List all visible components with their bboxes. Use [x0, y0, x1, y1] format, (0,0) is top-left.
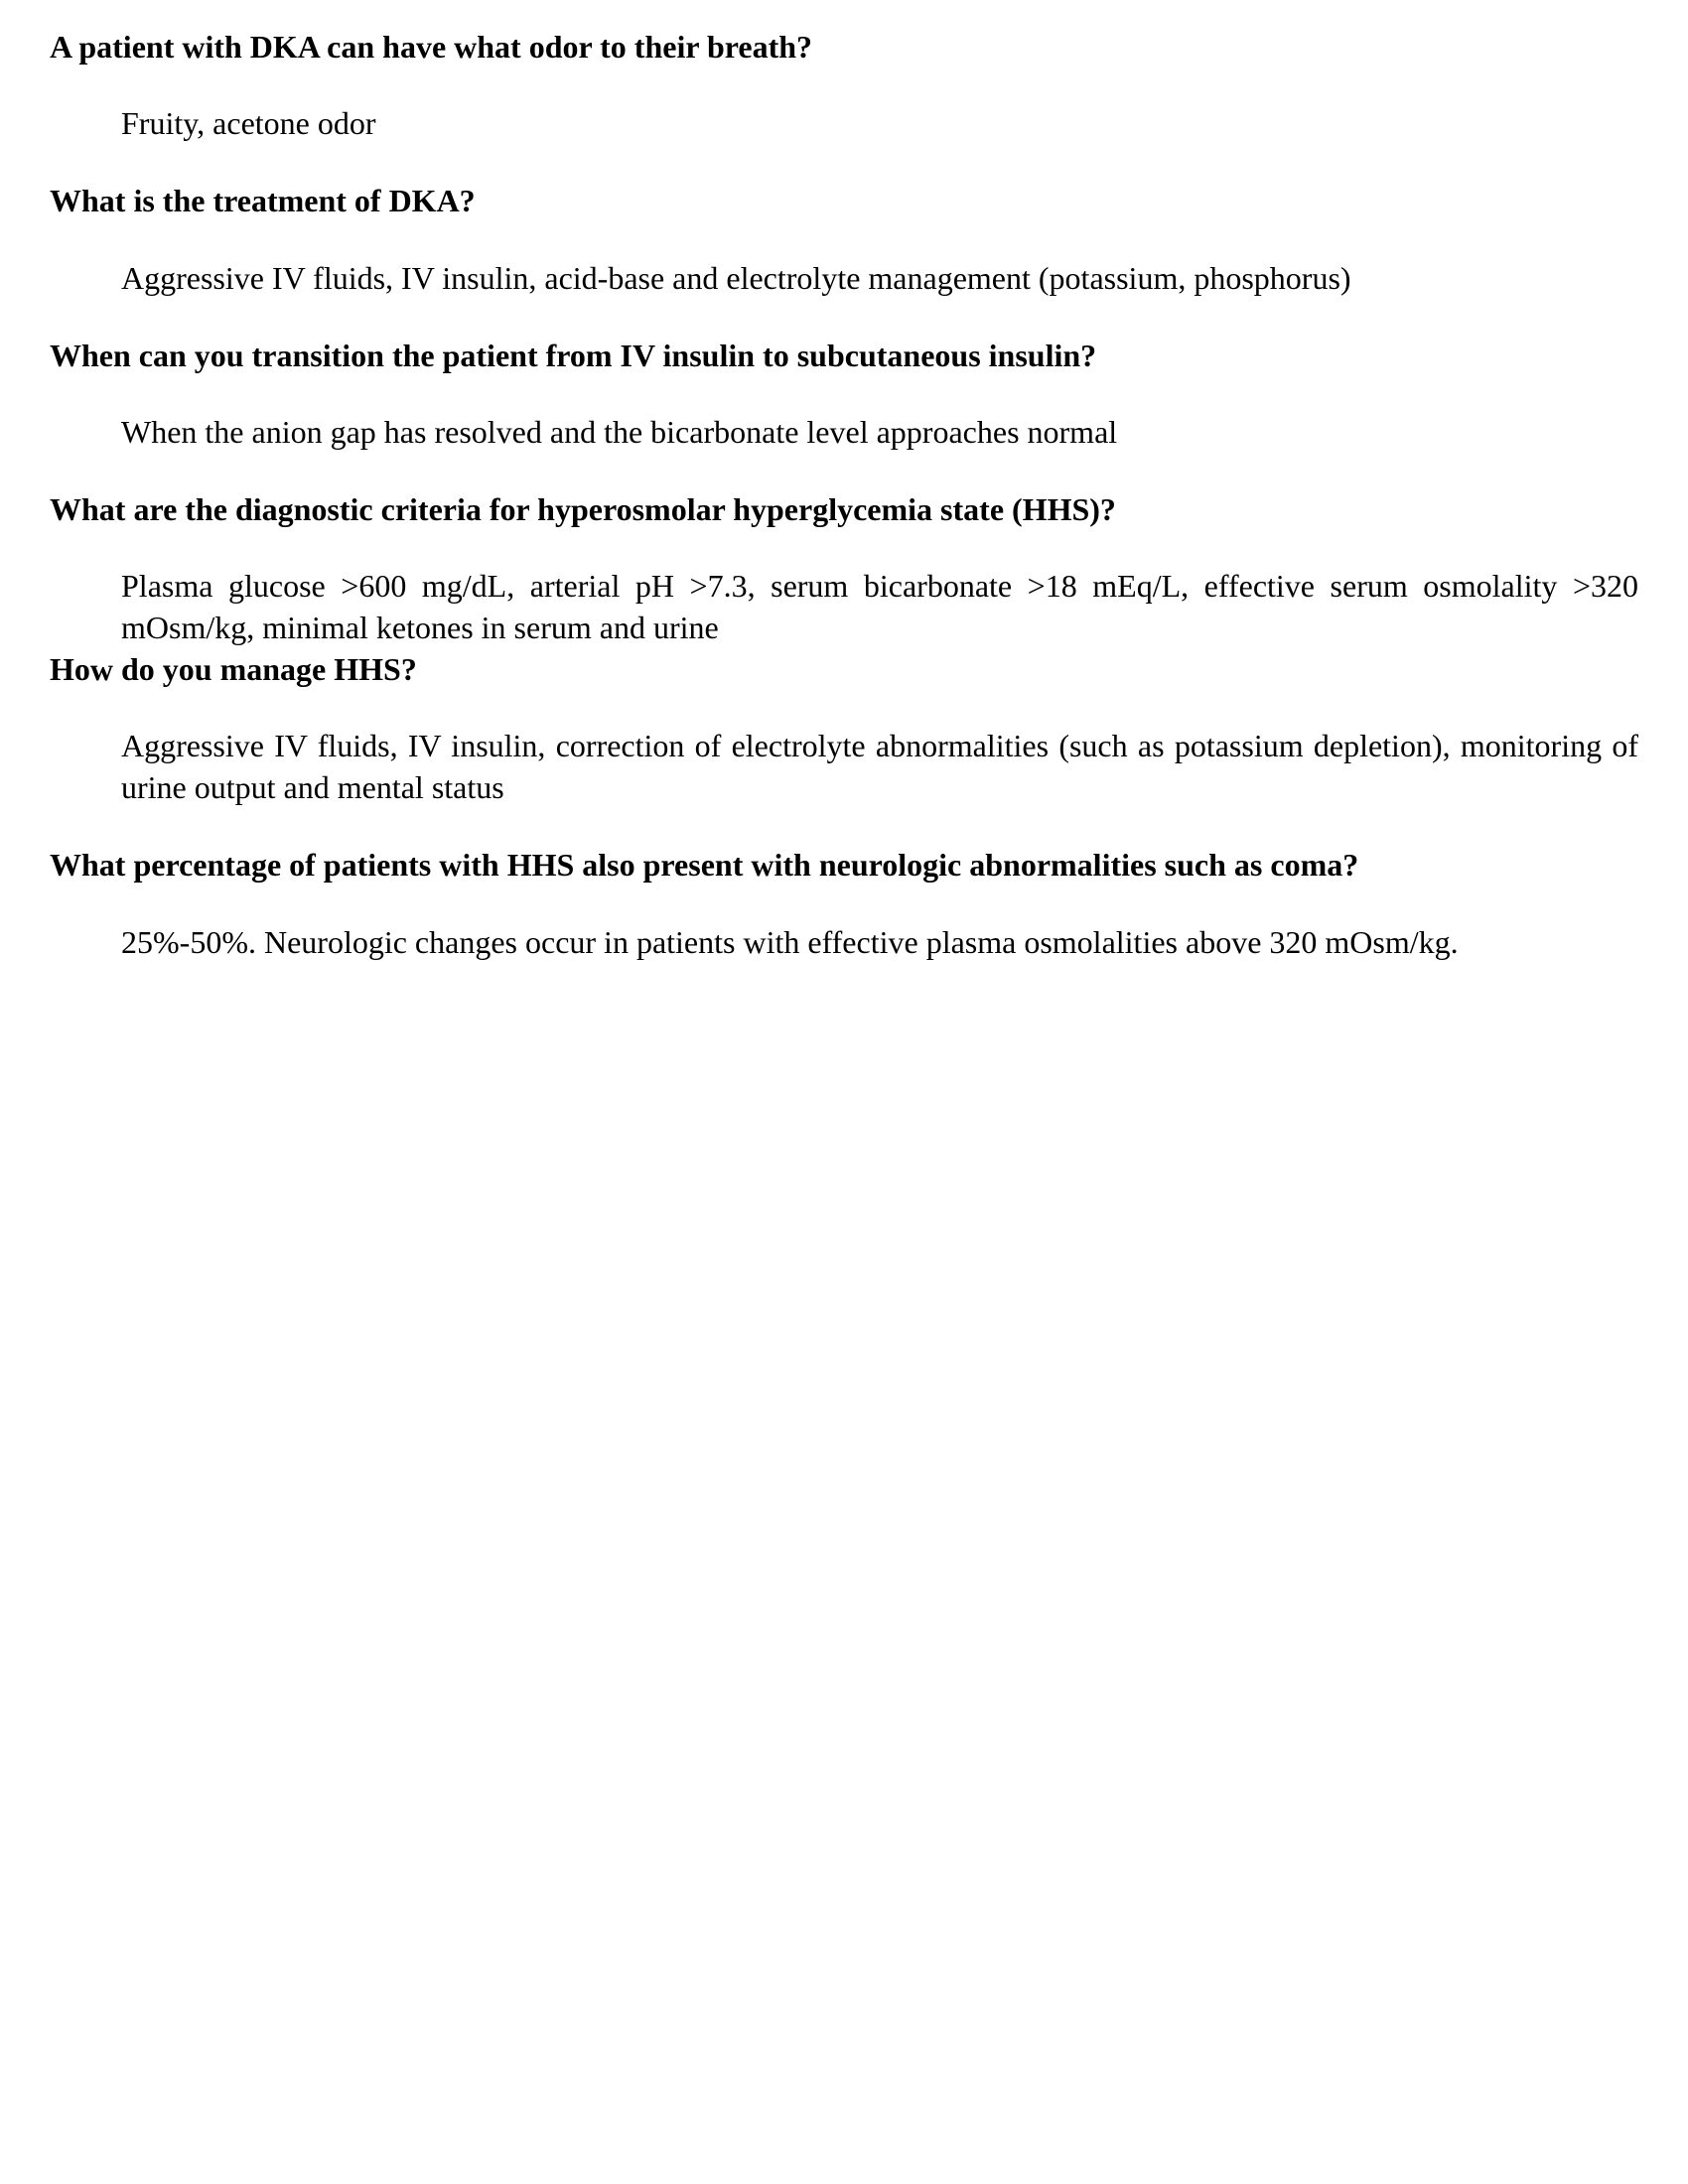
answer-text: Fruity, acetone odor	[121, 105, 376, 141]
question-heading: A patient with DKA can have what odor to their breath?	[50, 29, 813, 65]
answer-text: When the anion gap has resolved and the bicarbonate level approaches normal	[121, 414, 1118, 450]
question-heading: How do you manage HHS?	[50, 651, 417, 687]
answer-text: Aggressive IV fluids, IV insulin, correction of electrolyte abnormalities (such as potassium depletion), monitoring of urine output and mental status	[121, 728, 1638, 805]
answer-text: Plasma glucose >600 mg/dL, arterial pH >7.3, serum bicarbonate >18 mEq/L, effective serum osmolality >320 mOsm/kg, minimal ketones in serum and urine	[121, 568, 1638, 645]
question-heading: What is the treatment of DKA?	[50, 183, 476, 218]
question-heading: What are the diagnostic criteria for hyperosmolar hyperglycemia state (HHS)?	[50, 491, 1116, 527]
question-heading: What percentage of patients with HHS also present with neurologic abnormalities such as coma?	[50, 847, 1359, 883]
question-heading: When can you transition the patient from IV insulin to subcutaneous insulin?	[50, 338, 1097, 373]
answer-text: 25%-50%. Neurologic changes occur in patients with effective plasma osmolalities above 320 mOsm/kg.	[121, 924, 1459, 960]
answer-text: Aggressive IV fluids, IV insulin, acid-base and electrolyte management (potassium, phosphorus)	[121, 260, 1351, 296]
